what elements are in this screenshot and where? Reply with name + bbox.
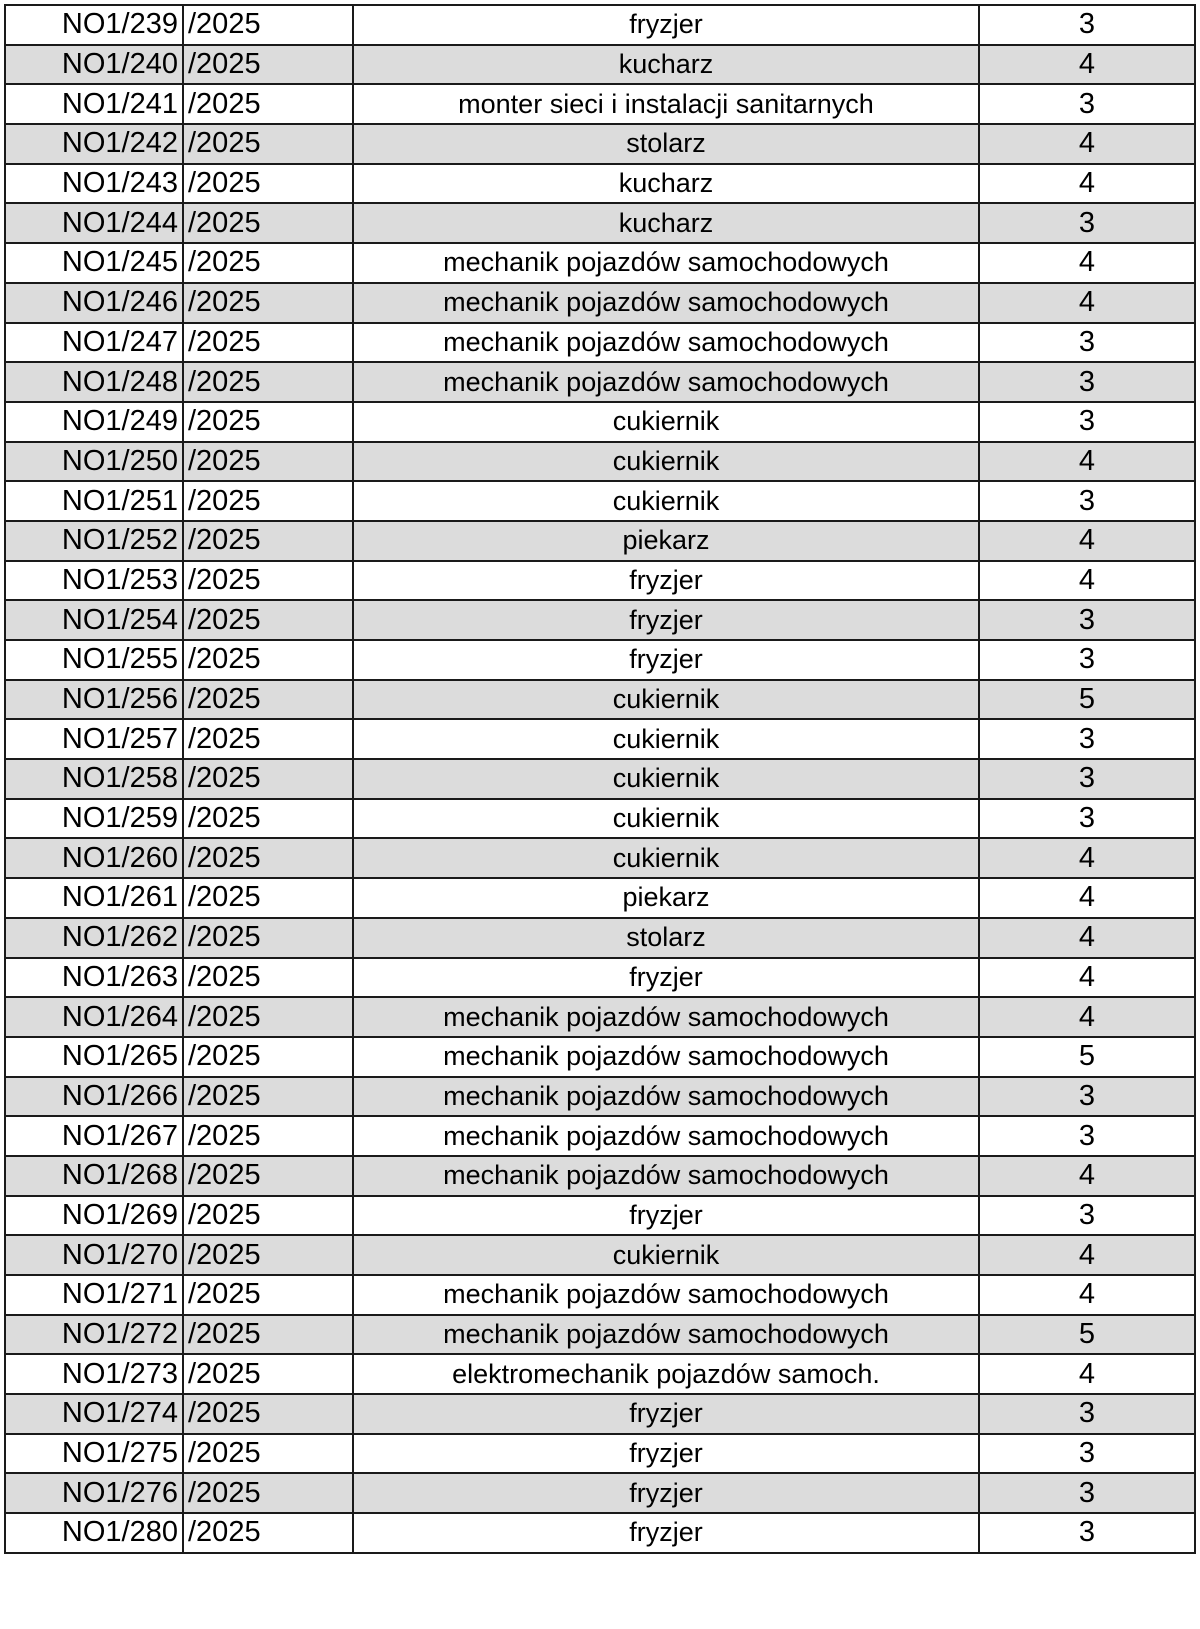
- table-row: [5, 1315, 1195, 1355]
- record-number-cell: NO1/264: [5, 997, 183, 1037]
- profession-cell: monter sieci i instalacji sanitarnych: [353, 84, 979, 124]
- profession-cell: mechanik pojazdów samochodowych: [353, 997, 979, 1037]
- table-row: [5, 323, 1195, 363]
- profession-cell: stolarz: [353, 124, 979, 164]
- record-year-cell: /2025: [183, 1077, 353, 1117]
- record-number-cell: NO1/245: [5, 243, 183, 283]
- record-number-cell: NO1/250: [5, 442, 183, 482]
- record-number-cell: NO1/243: [5, 164, 183, 204]
- record-number-cell: NO1/273: [5, 1354, 183, 1394]
- profession-cell: cukiernik: [353, 719, 979, 759]
- profession-cell: stolarz: [353, 918, 979, 958]
- count-cell: 3: [979, 1473, 1195, 1513]
- profession-cell: kucharz: [353, 164, 979, 204]
- count-cell: 4: [979, 958, 1195, 998]
- count-cell: 3: [979, 481, 1195, 521]
- table-row: [5, 958, 1195, 998]
- profession-cell: kucharz: [353, 45, 979, 85]
- record-number-cell: NO1/241: [5, 84, 183, 124]
- record-year-cell: /2025: [183, 442, 353, 482]
- record-year-cell: /2025: [183, 1275, 353, 1315]
- profession-cell: mechanik pojazdów samochodowych: [353, 362, 979, 402]
- table-row: [5, 680, 1195, 720]
- record-number-cell: NO1/263: [5, 958, 183, 998]
- profession-cell: fryzjer: [353, 1513, 979, 1553]
- table-row: [5, 1513, 1195, 1553]
- table-row: [5, 997, 1195, 1037]
- count-cell: 3: [979, 5, 1195, 45]
- table-row: [5, 1434, 1195, 1474]
- record-number-cell: NO1/248: [5, 362, 183, 402]
- table-row: [5, 1235, 1195, 1275]
- table-row: [5, 1473, 1195, 1513]
- record-number-cell: NO1/280: [5, 1513, 183, 1553]
- record-number-cell: NO1/270: [5, 1235, 183, 1275]
- table-row: [5, 164, 1195, 204]
- profession-cell: mechanik pojazdów samochodowych: [353, 1077, 979, 1117]
- profession-cell: cukiernik: [353, 1235, 979, 1275]
- profession-cell: cukiernik: [353, 838, 979, 878]
- table-row: [5, 1156, 1195, 1196]
- record-number-cell: NO1/266: [5, 1077, 183, 1117]
- profession-cell: elektromechanik pojazdów samoch.: [353, 1354, 979, 1394]
- profession-cell: cukiernik: [353, 402, 979, 442]
- profession-cell: cukiernik: [353, 442, 979, 482]
- count-cell: 3: [979, 719, 1195, 759]
- record-number-cell: NO1/269: [5, 1196, 183, 1236]
- record-number-cell: NO1/267: [5, 1116, 183, 1156]
- profession-cell: mechanik pojazdów samochodowych: [353, 283, 979, 323]
- record-year-cell: /2025: [183, 958, 353, 998]
- record-year-cell: /2025: [183, 362, 353, 402]
- record-number-cell: NO1/258: [5, 759, 183, 799]
- record-year-cell: /2025: [183, 838, 353, 878]
- profession-cell: mechanik pojazdów samochodowych: [353, 1116, 979, 1156]
- record-number-cell: NO1/262: [5, 918, 183, 958]
- spreadsheet-page: [4, 4, 1196, 1554]
- count-cell: 4: [979, 838, 1195, 878]
- profession-cell: fryzjer: [353, 1394, 979, 1434]
- profession-cell: fryzjer: [353, 5, 979, 45]
- record-year-cell: /2025: [183, 561, 353, 601]
- table-row: [5, 561, 1195, 601]
- table-row: [5, 1037, 1195, 1077]
- record-year-cell: /2025: [183, 402, 353, 442]
- profession-cell: piekarz: [353, 878, 979, 918]
- record-number-cell: NO1/271: [5, 1275, 183, 1315]
- record-year-cell: /2025: [183, 799, 353, 839]
- record-number-cell: NO1/249: [5, 402, 183, 442]
- count-cell: 4: [979, 243, 1195, 283]
- table-row: [5, 203, 1195, 243]
- table-row: [5, 283, 1195, 323]
- count-cell: 4: [979, 45, 1195, 85]
- count-cell: 3: [979, 640, 1195, 680]
- count-cell: 4: [979, 283, 1195, 323]
- count-cell: 5: [979, 1037, 1195, 1077]
- profession-cell: piekarz: [353, 521, 979, 561]
- table-row: [5, 1394, 1195, 1434]
- table-row: [5, 719, 1195, 759]
- record-year-cell: /2025: [183, 45, 353, 85]
- count-cell: 4: [979, 1156, 1195, 1196]
- table-row: [5, 442, 1195, 482]
- profession-cell: mechanik pojazdów samochodowych: [353, 1156, 979, 1196]
- record-year-cell: /2025: [183, 243, 353, 283]
- table-row: [5, 1354, 1195, 1394]
- record-number-cell: NO1/253: [5, 561, 183, 601]
- record-year-cell: /2025: [183, 680, 353, 720]
- record-year-cell: /2025: [183, 600, 353, 640]
- table-row: [5, 838, 1195, 878]
- record-number-cell: NO1/244: [5, 203, 183, 243]
- record-year-cell: /2025: [183, 1394, 353, 1434]
- record-year-cell: /2025: [183, 1434, 353, 1474]
- table-row: [5, 640, 1195, 680]
- profession-cell: cukiernik: [353, 799, 979, 839]
- count-cell: 4: [979, 1354, 1195, 1394]
- registry-table: [4, 4, 1196, 1554]
- record-number-cell: NO1/259: [5, 799, 183, 839]
- record-number-cell: NO1/274: [5, 1394, 183, 1434]
- count-cell: 4: [979, 164, 1195, 204]
- record-number-cell: NO1/257: [5, 719, 183, 759]
- record-number-cell: NO1/275: [5, 1434, 183, 1474]
- record-year-cell: /2025: [183, 323, 353, 363]
- count-cell: 4: [979, 1235, 1195, 1275]
- count-cell: 4: [979, 878, 1195, 918]
- record-number-cell: NO1/247: [5, 323, 183, 363]
- profession-cell: fryzjer: [353, 600, 979, 640]
- profession-cell: mechanik pojazdów samochodowych: [353, 1315, 979, 1355]
- profession-cell: cukiernik: [353, 481, 979, 521]
- table-row: [5, 878, 1195, 918]
- record-number-cell: NO1/268: [5, 1156, 183, 1196]
- profession-cell: fryzjer: [353, 640, 979, 680]
- table-row: [5, 124, 1195, 164]
- record-year-cell: /2025: [183, 1513, 353, 1553]
- record-number-cell: NO1/242: [5, 124, 183, 164]
- record-number-cell: NO1/246: [5, 283, 183, 323]
- record-year-cell: /2025: [183, 719, 353, 759]
- profession-cell: fryzjer: [353, 561, 979, 601]
- table-row: [5, 362, 1195, 402]
- count-cell: 5: [979, 680, 1195, 720]
- table-row: [5, 45, 1195, 85]
- profession-cell: fryzjer: [353, 958, 979, 998]
- count-cell: 4: [979, 997, 1195, 1037]
- profession-cell: mechanik pojazdów samochodowych: [353, 243, 979, 283]
- table-row: [5, 84, 1195, 124]
- record-number-cell: NO1/252: [5, 521, 183, 561]
- record-year-cell: /2025: [183, 84, 353, 124]
- record-year-cell: /2025: [183, 1315, 353, 1355]
- profession-cell: fryzjer: [353, 1434, 979, 1474]
- count-cell: 3: [979, 1196, 1195, 1236]
- record-year-cell: /2025: [183, 1473, 353, 1513]
- record-number-cell: NO1/255: [5, 640, 183, 680]
- table-row: [5, 1077, 1195, 1117]
- count-cell: 3: [979, 1394, 1195, 1434]
- profession-cell: kucharz: [353, 203, 979, 243]
- profession-cell: mechanik pojazdów samochodowych: [353, 1037, 979, 1077]
- profession-cell: mechanik pojazdów samochodowych: [353, 323, 979, 363]
- profession-cell: mechanik pojazdów samochodowych: [353, 1275, 979, 1315]
- table-row: [5, 521, 1195, 561]
- record-year-cell: /2025: [183, 1156, 353, 1196]
- record-year-cell: /2025: [183, 1235, 353, 1275]
- table-row: [5, 799, 1195, 839]
- count-cell: 3: [979, 600, 1195, 640]
- record-year-cell: /2025: [183, 1354, 353, 1394]
- count-cell: 3: [979, 799, 1195, 839]
- table-row: [5, 600, 1195, 640]
- table-row: [5, 402, 1195, 442]
- table-row: [5, 759, 1195, 799]
- record-year-cell: /2025: [183, 521, 353, 561]
- record-number-cell: NO1/272: [5, 1315, 183, 1355]
- count-cell: 4: [979, 442, 1195, 482]
- record-number-cell: NO1/239: [5, 5, 183, 45]
- record-number-cell: NO1/240: [5, 45, 183, 85]
- count-cell: 5: [979, 1315, 1195, 1355]
- count-cell: 3: [979, 203, 1195, 243]
- record-number-cell: NO1/260: [5, 838, 183, 878]
- record-year-cell: /2025: [183, 878, 353, 918]
- record-number-cell: NO1/261: [5, 878, 183, 918]
- record-year-cell: /2025: [183, 640, 353, 680]
- table-row: [5, 1116, 1195, 1156]
- table-row: [5, 5, 1195, 45]
- table-row: [5, 481, 1195, 521]
- table-row: [5, 1275, 1195, 1315]
- profession-cell: cukiernik: [353, 680, 979, 720]
- count-cell: 3: [979, 402, 1195, 442]
- profession-cell: fryzjer: [353, 1196, 979, 1236]
- record-year-cell: /2025: [183, 481, 353, 521]
- count-cell: 3: [979, 759, 1195, 799]
- table-row: [5, 1196, 1195, 1236]
- table-row: [5, 918, 1195, 958]
- count-cell: 3: [979, 323, 1195, 363]
- record-number-cell: NO1/251: [5, 481, 183, 521]
- record-year-cell: /2025: [183, 1037, 353, 1077]
- record-number-cell: NO1/256: [5, 680, 183, 720]
- profession-cell: fryzjer: [353, 1473, 979, 1513]
- count-cell: 4: [979, 1275, 1195, 1315]
- record-year-cell: /2025: [183, 5, 353, 45]
- count-cell: 3: [979, 362, 1195, 402]
- count-cell: 4: [979, 561, 1195, 601]
- record-year-cell: /2025: [183, 203, 353, 243]
- record-year-cell: /2025: [183, 1116, 353, 1156]
- count-cell: 3: [979, 1116, 1195, 1156]
- record-number-cell: NO1/276: [5, 1473, 183, 1513]
- record-year-cell: /2025: [183, 283, 353, 323]
- count-cell: 3: [979, 1434, 1195, 1474]
- record-number-cell: NO1/265: [5, 1037, 183, 1077]
- record-year-cell: /2025: [183, 997, 353, 1037]
- count-cell: 4: [979, 521, 1195, 561]
- record-year-cell: /2025: [183, 918, 353, 958]
- count-cell: 3: [979, 84, 1195, 124]
- record-year-cell: /2025: [183, 124, 353, 164]
- table-row: [5, 243, 1195, 283]
- registry-table-body: [5, 5, 1195, 1553]
- record-year-cell: /2025: [183, 759, 353, 799]
- record-year-cell: /2025: [183, 1196, 353, 1236]
- record-number-cell: NO1/254: [5, 600, 183, 640]
- record-year-cell: /2025: [183, 164, 353, 204]
- count-cell: 3: [979, 1077, 1195, 1117]
- count-cell: 3: [979, 1513, 1195, 1553]
- profession-cell: cukiernik: [353, 759, 979, 799]
- count-cell: 4: [979, 124, 1195, 164]
- count-cell: 4: [979, 918, 1195, 958]
